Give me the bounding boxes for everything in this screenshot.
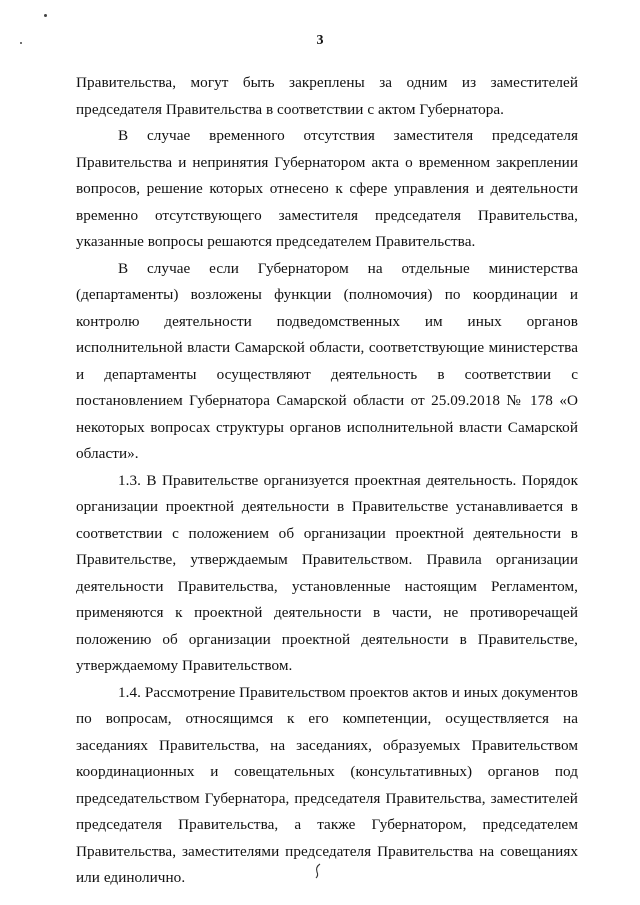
paragraph-1-3-project-activity: 1.3. В Правительстве организуется проектная деятельность. Порядок организации проектной деятельности в Правительстве устанавливается в соответствии с положением об организации проектной деятельности в Правительстве, утверждаемым Правительством. Правила организации деятельности Правительства, установленные настоящим Регламентом, применяются к проектной деятельности в части, не противоречащей положению об организации проектной деятельности в Правительстве, утверждаемому Правительством.	[76, 471, 578, 674]
paragraph-ministries-functions: В случае если Губернатором на отдельные министерства (департаменты) возложены функции (полномочия) по координации и контролю деятельности подведомственных им иных органов исполнительной власти Самарской области, соответствующие министерства и департаменты осуществляют деятельность в соответствии с постановлением Губернатора Самарской области от 25.09.2018 № 178 «О некоторых вопросах структуры органов исполнительной власти Самарской области».	[76, 259, 578, 462]
page-number: 3	[316, 33, 324, 48]
handwritten-mark	[312, 862, 324, 880]
paragraph-continuation: Правительства, могут быть закреплены за одним из заместителей председателя Правительства в соответствии с актом Губернатора.	[76, 74, 578, 118]
paragraph-1-4-consideration: 1.4. Рассмотрение Правительством проектов актов и иных документов по вопросам, относящимся к его компетенции, осуществляется на заседаниях Правительства, на заседаниях, образуемых Правительством координационных и совещательных (консультативных) органов под председательством Губернатора, председателя Правительства, заместителей председателя Правительства, а также Губернатором, председателем Правительства, заместителями председателя Правительства на совещаниях или единолично.	[76, 683, 578, 886]
document-body	[76, 70, 578, 892]
scan-speck	[20, 42, 22, 44]
scan-speck	[44, 14, 47, 17]
paragraph-temporary-absence: В случае временного отсутствия заместителя председателя Правительства и непринятия Губернатором акта о временном закреплении вопросов, решение которых отнесено к сфере управления и деятельности временно отсутствующего заместителя председателя Правительства, указанные вопросы решаются председателем Правительства.	[76, 127, 578, 250]
